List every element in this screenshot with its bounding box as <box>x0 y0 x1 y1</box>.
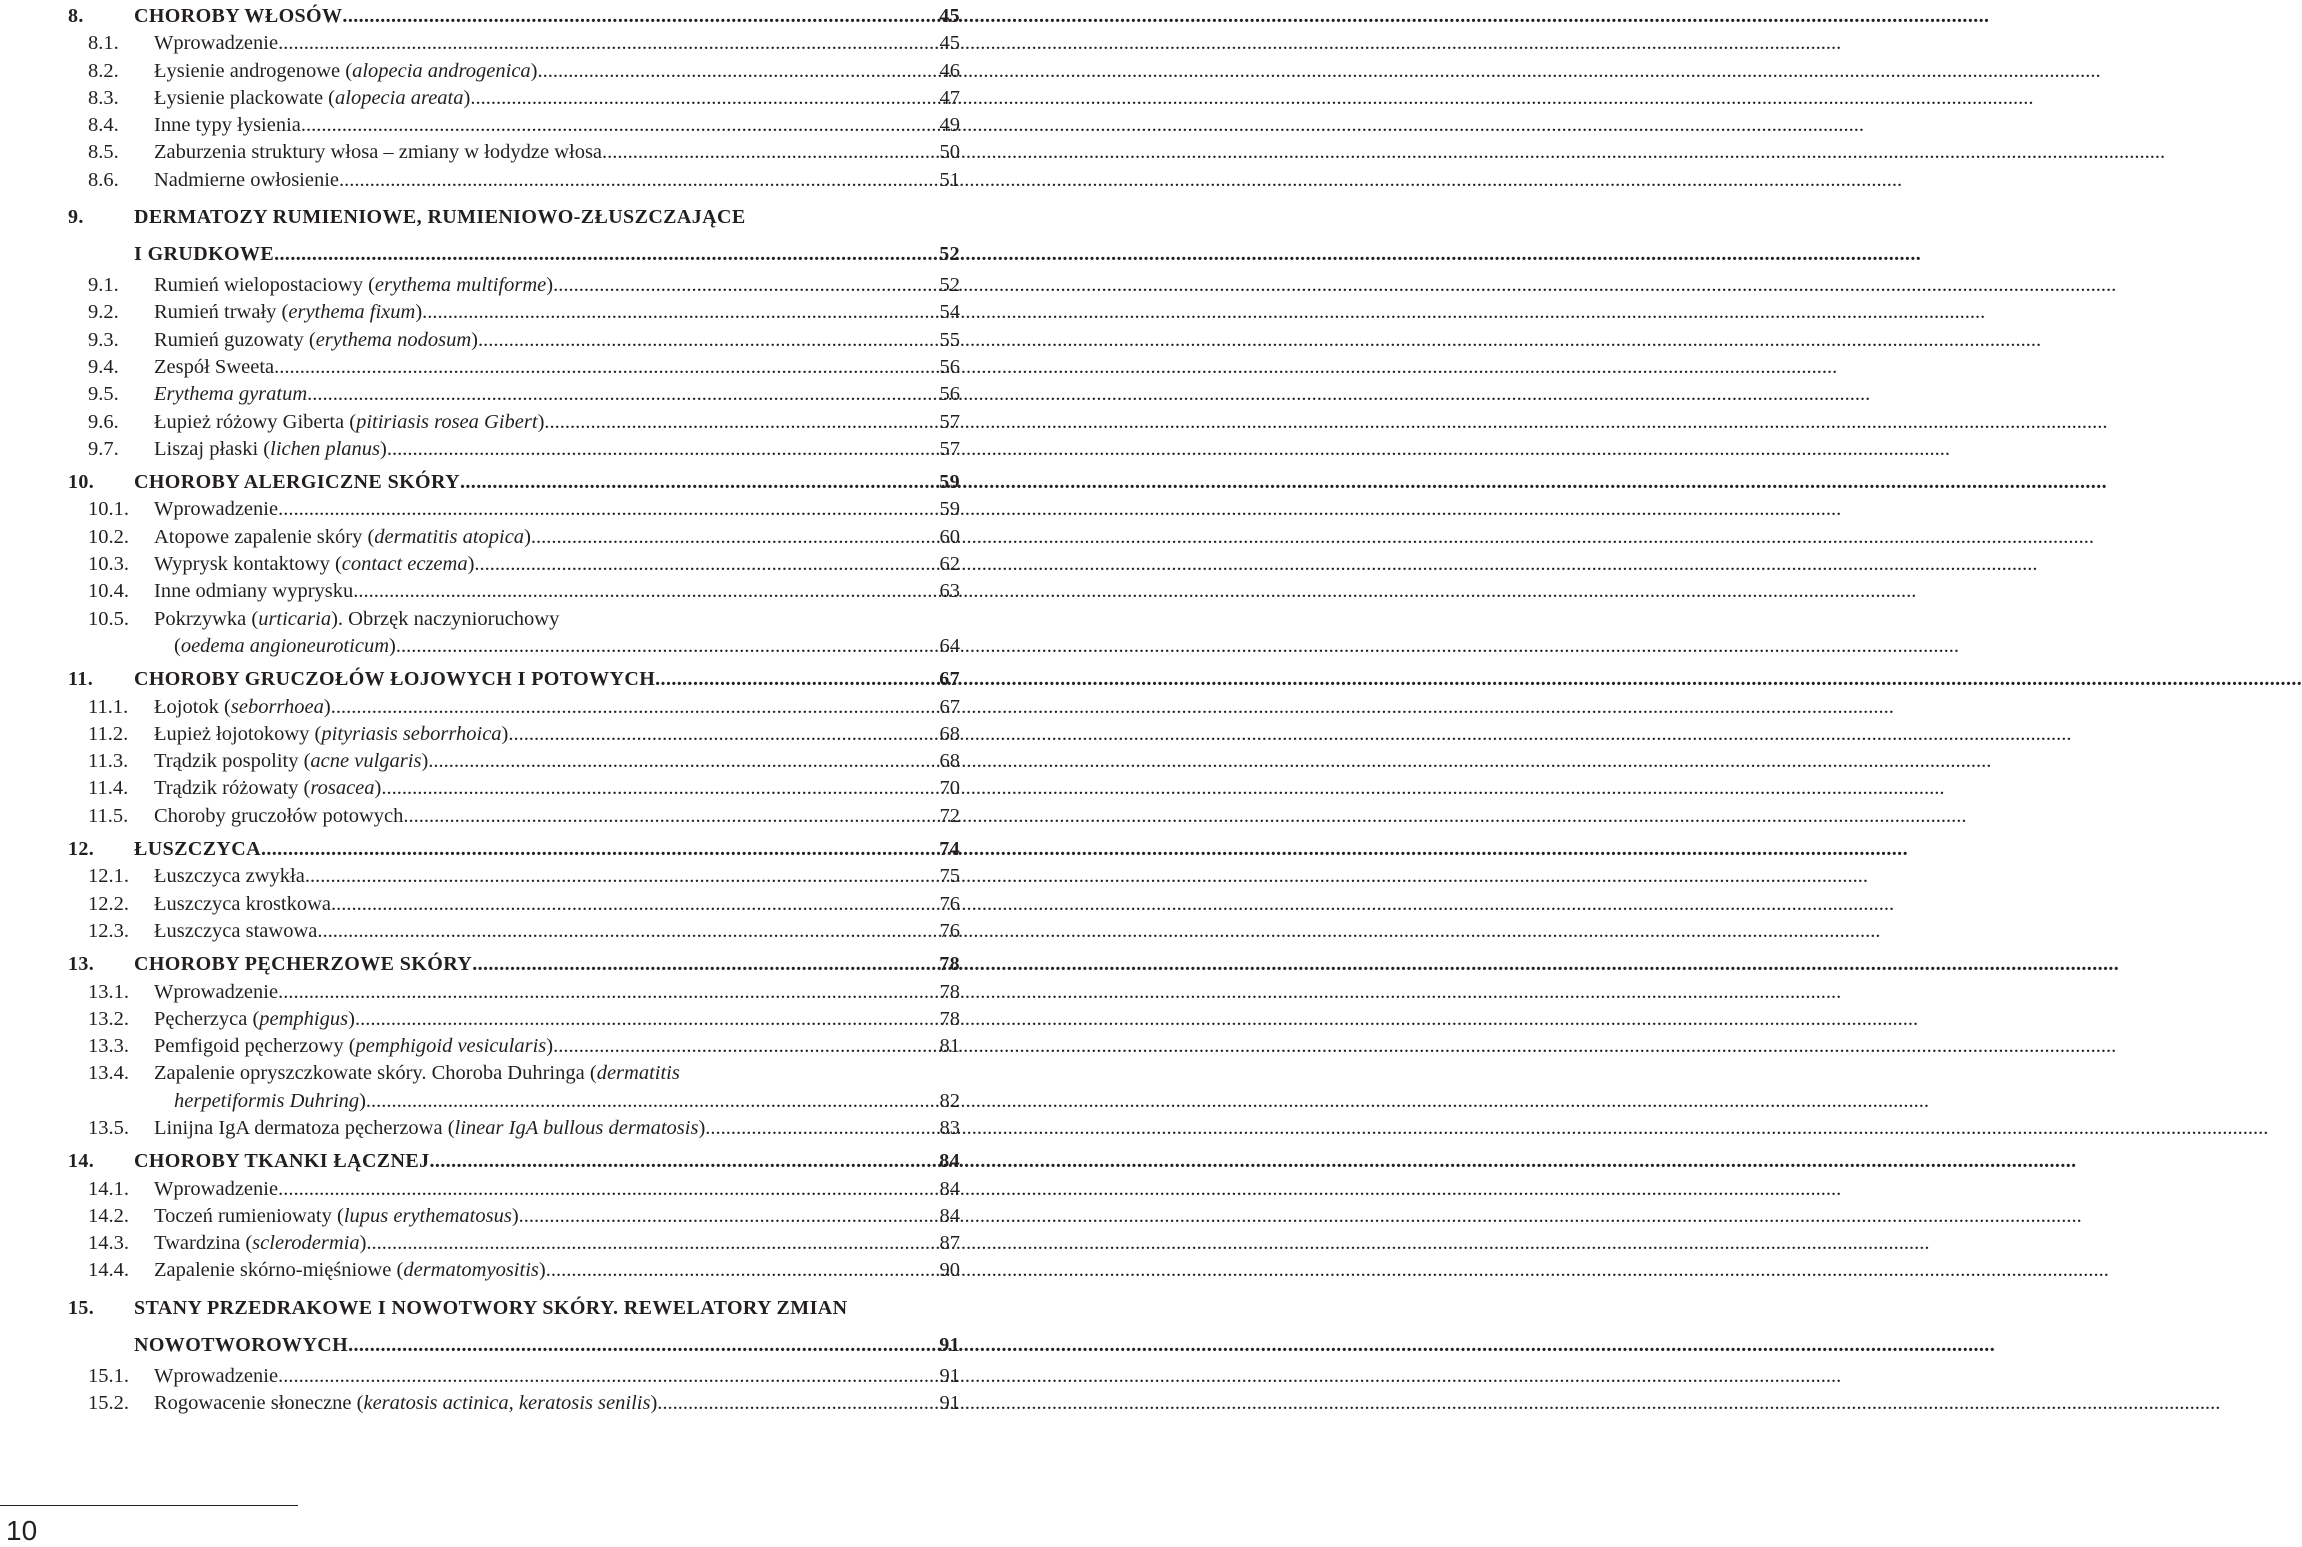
toc-entry-10-5-line1[interactable]: 10.5. Pokrzywka (urticaria). Obrzęk naczynioruchowy <box>68 606 960 633</box>
page-number: 10 <box>6 1515 38 1546</box>
entry-title: Trądzik różowaty (rosacea) <box>154 777 382 800</box>
toc-entry-11-2[interactable]: 11.2. Łupież łojotokowy (pityriasis seborrhoica) ..... 68 <box>68 721 960 748</box>
entry-title: Łysienie plackowate (alopecia areata) <box>154 86 471 109</box>
leader-dots <box>342 3 939 30</box>
leader-dots <box>546 1257 940 1284</box>
toc-entry-8-6[interactable]: 8.6. Nadmierne owłosienie ..... 51 <box>68 167 960 194</box>
toc-chapter-11[interactable]: 11. CHOROBY GRUCZOŁÓW ŁOJOWYCH I POTOWYCH ..... 67 <box>68 666 960 693</box>
leader-dots <box>403 803 939 830</box>
entry-title: Linijna IgA dermatoza pęcherzowa (linear IgA bullous dermatosis) <box>154 1116 706 1139</box>
entry-title: Trądzik pospolity (acne vulgaris) <box>154 750 429 773</box>
footer-rule <box>0 1505 298 1506</box>
toc-entry-15-1[interactable]: 15.1. Wprowadzenie ..... 91 <box>68 1363 960 1390</box>
leader-dots <box>381 775 939 802</box>
toc-entry-10-1[interactable]: 10.1. Wprowadzenie ..... 59 <box>68 496 960 523</box>
entry-title: Rumień wielopostaciowy (erythema multiforme) <box>154 274 554 297</box>
leader-dots <box>657 1390 939 1417</box>
leader-dots <box>366 1230 939 1257</box>
toc-entry-8-1[interactable]: 8.1. Wprowadzenie ..... 45 <box>68 30 960 57</box>
toc-entry-14-1[interactable]: 14.1. Wprowadzenie ..... 84 <box>68 1176 960 1203</box>
leader-dots <box>278 979 939 1006</box>
toc-entry-10-3[interactable]: 10.3. Wyprysk kontaktowy (contact eczema) ..... 62 <box>68 551 960 578</box>
table-of-contents <box>68 0 960 1417</box>
toc-entry-13-4-line1[interactable]: 13.4. Zapalenie opryszczkowate skóry. Choroba Duhringa (dermatitis <box>68 1060 960 1087</box>
entry-title: Rumień trwały (erythema fixum) <box>154 301 423 324</box>
toc-entry-12-2[interactable]: 12.2. Łuszczyca krostkowa ..... 76 <box>68 891 960 918</box>
leader-dots <box>307 381 939 408</box>
leader-dots <box>655 666 939 693</box>
leader-dots <box>355 1006 940 1033</box>
toc-entry-9-2[interactable]: 9.2. Rumień trwały (erythema fixum) ..... 54 <box>68 299 960 326</box>
entry-title: Łupież łojotokowy (pityriasis seborrhoica) <box>154 722 509 745</box>
entry-title: Liszaj płaski (lichen planus) <box>154 437 387 460</box>
toc-entry-10-2[interactable]: 10.2. Atopowe zapalenie skóry (dermatitis atopica) ..... 60 <box>68 524 960 551</box>
toc-entry-13-1[interactable]: 13.1. Wprowadzenie ..... 78 <box>68 979 960 1006</box>
toc-entry-14-4[interactable]: 14.4. Zapalenie skórno-mięśniowe (dermatomyositis) ..... 90 <box>68 1257 960 1284</box>
leader-dots <box>339 167 939 194</box>
toc-entry-12-3[interactable]: 12.3. Łuszczyca stawowa ..... 76 <box>68 918 960 945</box>
toc-chapter-14[interactable]: 14. CHOROBY TKANKI ŁĄCZNEJ ..... 84 <box>68 1148 960 1175</box>
leader-dots <box>278 30 939 57</box>
leader-dots <box>474 551 939 578</box>
leader-dots <box>305 863 940 890</box>
toc-entry-8-4[interactable]: 8.4. Inne typy łysienia ..... 49 <box>68 112 960 139</box>
toc-entry-13-3[interactable]: 13.3. Pemfigoid pęcherzowy (pemphigoid vesicularis) ..... 81 <box>68 1033 960 1060</box>
leader-dots <box>470 85 939 112</box>
leader-dots <box>301 112 940 139</box>
leader-dots <box>519 1203 940 1230</box>
toc-chapter-12[interactable]: 12. ŁUSZCZYCA ..... 74 <box>68 836 960 863</box>
entry-title: Wyprysk kontaktowy (contact eczema) <box>154 553 475 576</box>
entry-title: Łojotok (seborrhoea) <box>154 695 331 718</box>
toc-entry-10-4[interactable]: 10.4. Inne odmiany wyprysku ..... 63 <box>68 578 960 605</box>
entry-title-cont: (oedema angioneuroticum) <box>174 634 396 657</box>
leader-dots <box>274 236 939 272</box>
leader-dots <box>705 1115 939 1142</box>
toc-entry-9-5[interactable]: 9.5. Erythema gyratum ..... 56 <box>68 381 960 408</box>
leader-dots <box>331 694 940 721</box>
entry-title: Atopowe zapalenie skóry (dermatitis atopica) <box>154 525 531 548</box>
toc-chapter-13[interactable]: 13. CHOROBY PĘCHERZOWE SKÓRY ..... 78 <box>68 951 960 978</box>
toc-entry-9-4[interactable]: 9.4. Zespół Sweeta ..... 56 <box>68 354 960 381</box>
toc-entry-8-2[interactable]: 8.2. Łysienie androgenowe (alopecia androgenica) ..... 46 <box>68 58 960 85</box>
toc-entry-11-5[interactable]: 11.5. Choroby gruczołów potowych ..... 72 <box>68 803 960 830</box>
entry-title: Zapalenie skórno-mięśniowe (dermatomyositis) <box>154 1259 546 1282</box>
toc-entry-10-5[interactable]: (oedema angioneuroticum) ..... 64 <box>68 633 960 660</box>
toc-chapter-9-line1[interactable]: 9. DERMATOZY RUMIENIOWE, RUMIENIOWO-ZŁUSZCZAJĄCE <box>68 206 746 229</box>
toc-chapter-15[interactable]: NOWOTWOROWYCH ..... 91 <box>68 1327 960 1363</box>
leader-dots <box>553 1033 939 1060</box>
entry-title: Twardzina (sclerodermia) <box>154 1232 367 1255</box>
toc-entry-8-5[interactable]: 8.5. Zaburzenia struktury włosa – zmiany w łodydze włosa ..... 50 <box>68 139 960 166</box>
toc-entry-14-2[interactable]: 14.2. Toczeń rumieniowaty (lupus erythematosus) ..... 84 <box>68 1203 960 1230</box>
entry-title: Erythema gyratum <box>154 383 308 406</box>
toc-entry-9-3[interactable]: 9.3. Rumień guzowaty (erythema nodosum) ..... 55 <box>68 327 960 354</box>
entry-title: Łupież różowy Giberta (pitiriasis rosea Gibert) <box>154 410 545 433</box>
leader-dots <box>538 58 940 85</box>
toc-entry-13-4[interactable]: herpetiformis Duhring) ..... 82 <box>68 1088 960 1115</box>
leader-dots <box>602 139 939 166</box>
toc-entry-11-4[interactable]: 11.4. Trądzik różowaty (rosacea) ..... 70 <box>68 775 960 802</box>
leader-dots <box>366 1088 940 1115</box>
entry-title-cont: herpetiformis Duhring) <box>174 1089 366 1112</box>
leader-dots <box>278 496 939 523</box>
entry-title: Zapalenie opryszczkowate skóry. Choroba Duhringa (dermatitis <box>154 1062 680 1085</box>
toc-entry-11-1[interactable]: 11.1. Łojotok (seborrhoea) ..... 67 <box>68 694 960 721</box>
leader-dots <box>278 1363 939 1390</box>
leader-dots <box>274 354 939 381</box>
leader-dots <box>428 748 939 775</box>
toc-entry-9-6[interactable]: 9.6. Łupież różowy Giberta (pitiriasis rosea Gibert) ..... 57 <box>68 409 960 436</box>
toc-chapter-8[interactable]: 8. CHOROBY WŁOSÓW ..... 45 <box>68 3 960 30</box>
toc-entry-13-5[interactable]: 13.5. Linijna IgA dermatoza pęcherzowa (linear IgA bullous dermatosis) ..... 83 <box>68 1115 960 1142</box>
leader-dots <box>544 409 939 436</box>
toc-entry-9-1[interactable]: 9.1. Rumień wielopostaciowy (erythema multiforme) ..... 52 <box>68 272 960 299</box>
leader-dots <box>508 721 939 748</box>
entry-title: Toczeń rumieniowaty (lupus erythematosus) <box>154 1204 519 1227</box>
toc-entry-14-3[interactable]: 14.3. Twardzina (sclerodermia) ..... 87 <box>68 1230 960 1257</box>
leader-dots <box>553 272 939 299</box>
leader-dots <box>430 1148 940 1175</box>
leader-dots <box>261 836 939 863</box>
entry-title: Pemfigoid pęcherzowy (pemphigoid vesicularis) <box>154 1035 554 1058</box>
entry-title: Pęcherzyca (pemphigus) <box>154 1007 355 1030</box>
leader-dots <box>460 469 939 496</box>
leader-dots <box>348 1327 939 1363</box>
leader-dots <box>387 436 940 463</box>
entry-title: Pokrzywka (urticaria). Obrzęk naczynioruchowy <box>154 607 560 630</box>
leader-dots <box>472 951 939 978</box>
leader-dots <box>331 891 939 918</box>
toc-entry-13-2[interactable]: 13.2. Pęcherzyca (pemphigus) ..... 78 <box>68 1006 960 1033</box>
toc-entry-15-2[interactable]: 15.2. Rogowacenie słoneczne (keratosis actinica, keratosis senilis) ..... 91 <box>68 1390 960 1417</box>
toc-entry-12-1[interactable]: 12.1. Łuszczyca zwykła ..... 75 <box>68 863 960 890</box>
toc-chapter-15-line1[interactable]: 15. STANY PRZEDRAKOWE I NOWOTWORY SKÓRY. REWELATORY ZMIAN <box>68 1296 848 1319</box>
leader-dots <box>396 633 940 660</box>
toc-entry-11-3[interactable]: 11.3. Trądzik pospolity (acne vulgaris) ..... 68 <box>68 748 960 775</box>
entry-title: Rumień guzowaty (erythema nodosum) <box>154 328 478 351</box>
leader-dots <box>422 299 939 326</box>
leader-dots <box>278 1176 939 1203</box>
toc-chapter-10[interactable]: 10. CHOROBY ALERGICZNE SKÓRY ..... 59 <box>68 469 960 496</box>
toc-chapter-9[interactable]: I GRUDKOWE ..... 52 <box>68 236 960 272</box>
leader-dots <box>531 524 940 551</box>
leader-dots <box>317 918 939 945</box>
toc-entry-9-7[interactable]: 9.7. Liszaj płaski (lichen planus) ..... 57 <box>68 436 960 463</box>
entry-title: Łysienie androgenowe (alopecia androgenica) <box>154 59 538 82</box>
toc-entry-8-3[interactable]: 8.3. Łysienie plackowate (alopecia areata) ..... 47 <box>68 85 960 112</box>
entry-title: Rogowacenie słoneczne (keratosis actinica, keratosis senilis) <box>154 1392 658 1415</box>
leader-dots <box>353 578 939 605</box>
leader-dots <box>478 327 940 354</box>
